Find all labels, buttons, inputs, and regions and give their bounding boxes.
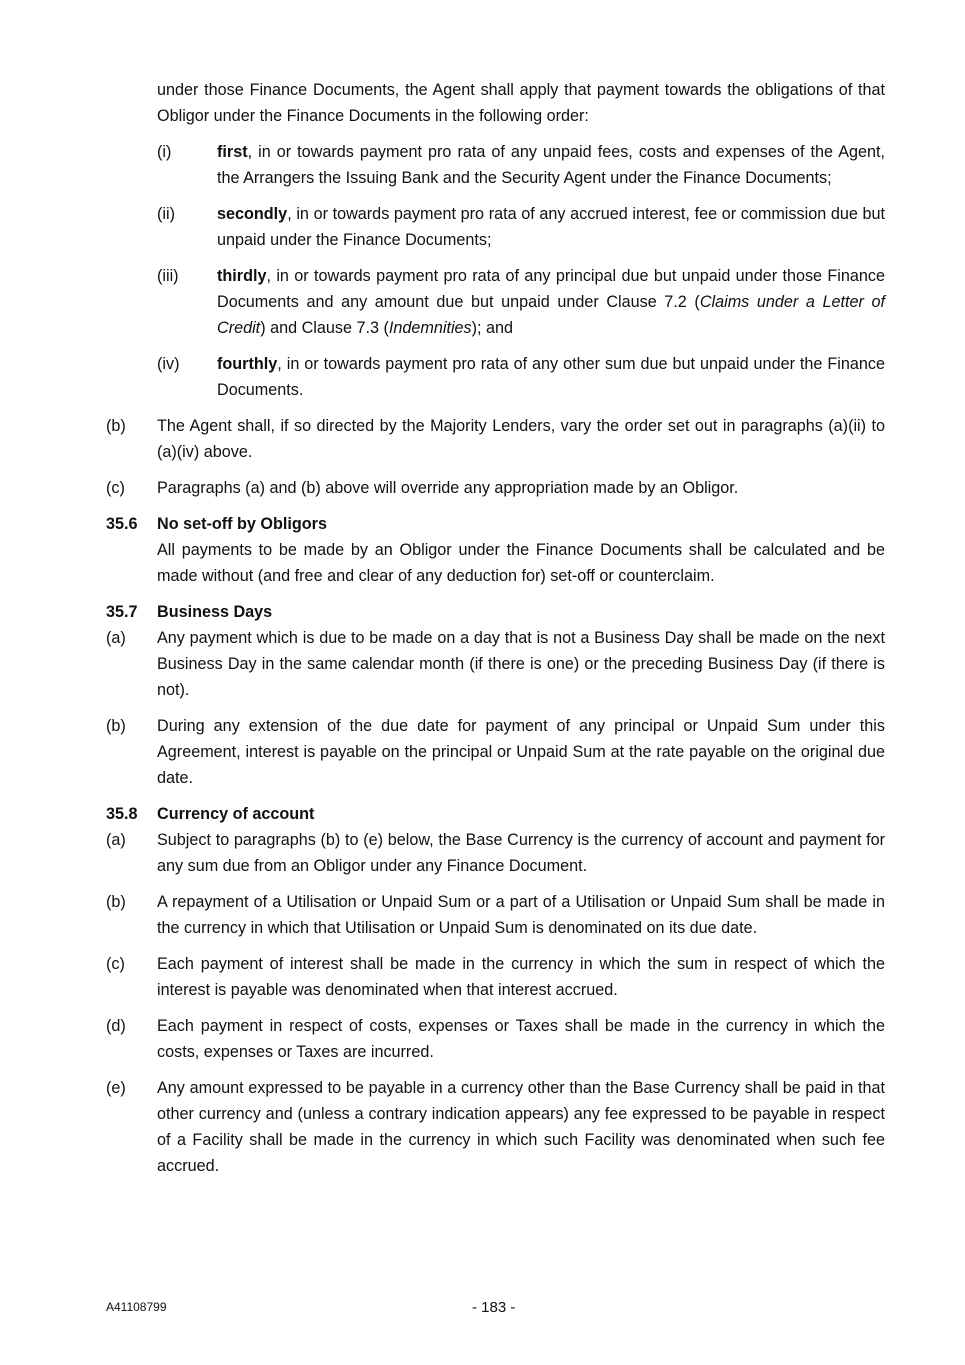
item-label: (ii) <box>157 205 175 223</box>
section-item-text: Subject to paragraphs (b) to (e) below, the Base Currency is the currency of account and payment for any sum due from an Obligor under any Finance Document. <box>157 831 885 875</box>
section-number: 35.6 <box>106 515 138 533</box>
item-label: (iv) <box>157 355 180 373</box>
para-b-text: The Agent shall, if so directed by the Majority Lenders, vary the order set out in paragraphs (a)(ii) to (a)(iv) above. <box>157 417 885 461</box>
section-heading: No set-off by Obligors <box>157 515 327 533</box>
section-heading: Business Days <box>157 603 273 621</box>
document-reference: A41108799 <box>106 1300 167 1314</box>
para-label: (a) <box>106 831 126 849</box>
section-item-text: During any extension of the due date for payment of any principal or Unpaid Sum under this Agreement, interest is payable on the principal or Unpaid Sum at the rate payable on the original due date. <box>157 717 885 787</box>
section-item-text: Any amount expressed to be payable in a currency other than the Base Currency shall be paid in that other currency and (unless a contrary indication appears) any fee expressed to be payable in respect of a Facility shall be made in the currency in which such Facility was denominated when such fee accrued. <box>157 1079 885 1175</box>
section-number: 35.7 <box>106 603 138 621</box>
section-text: All payments to be made by an Obligor under the Finance Documents shall be calculated and be made without (and free and clear of any deduction for) set-off or counterclaim. <box>157 541 885 585</box>
para-label: (b) <box>106 717 126 735</box>
item-bold-term: secondly <box>217 205 288 223</box>
item-text: fourthly, in or towards payment pro rata of any other sum due but unpaid under the Finance Documents. <box>217 355 885 399</box>
item-bold-term: fourthly <box>217 355 278 373</box>
section-item-text: A repayment of a Utilisation or Unpaid Sum or a part of a Utilisation or Unpaid Sum shall be made in the currency in which that Utilisation or Unpaid Sum is denominated on its due date. <box>157 893 885 937</box>
item-bold-term: first <box>217 143 248 161</box>
item-bold-term: thirdly <box>217 267 267 285</box>
para-label: (c) <box>106 955 125 973</box>
section-heading: Currency of account <box>157 805 315 823</box>
para-label: (d) <box>106 1017 126 1035</box>
item-text: first, in or towards payment pro rata of any unpaid fees, costs and expenses of the Agent, the Arrangers the Issuing Bank and the Security Agent under the Finance Documents; <box>217 143 885 187</box>
para-label: (c) <box>106 479 125 497</box>
intro-paragraph: under those Finance Documents, the Agent shall apply that payment towards the obligations of that Obligor under the Finance Documents in the following order: <box>157 81 885 125</box>
section-item-text: Each payment of interest shall be made in the currency in which the sum in respect of which the interest is payable was denominated when that interest accrued. <box>157 955 885 999</box>
section-number: 35.8 <box>106 805 138 823</box>
item-label: (i) <box>157 143 172 161</box>
para-label: (a) <box>106 629 126 647</box>
para-label: (b) <box>106 417 126 435</box>
item-label: (iii) <box>157 267 179 285</box>
page-number: - 183 - <box>472 1299 516 1316</box>
para-c-text: Paragraphs (a) and (b) above will override any appropriation made by an Obligor. <box>157 479 739 497</box>
clause-reference: Claims under a Letter of Credit <box>217 293 885 337</box>
item-text: secondly, in or towards payment pro rata of any accrued interest, fee or commission due but unpaid under the Finance Documents; <box>217 205 885 249</box>
para-label: (b) <box>106 893 126 911</box>
item-text: thirdly, in or towards payment pro rata of any principal due but unpaid under those Finance Documents and any amount due but unpaid under Clause 7.2 (Claims under a Letter of Credit) and Clause 7.3 (Indemnities); and <box>217 267 885 337</box>
clause-reference: Indemnities <box>388 319 472 337</box>
section-item-text: Any payment which is due to be made on a day that is not a Business Day shall be made on the next Business Day in the same calendar month (if there is one) or the preceding Business Day (if there is not). <box>157 629 885 699</box>
para-label: (e) <box>106 1079 126 1097</box>
section-item-text: Each payment in respect of costs, expenses or Taxes shall be made in the currency in which the costs, expenses or Taxes are incurred. <box>157 1017 885 1061</box>
